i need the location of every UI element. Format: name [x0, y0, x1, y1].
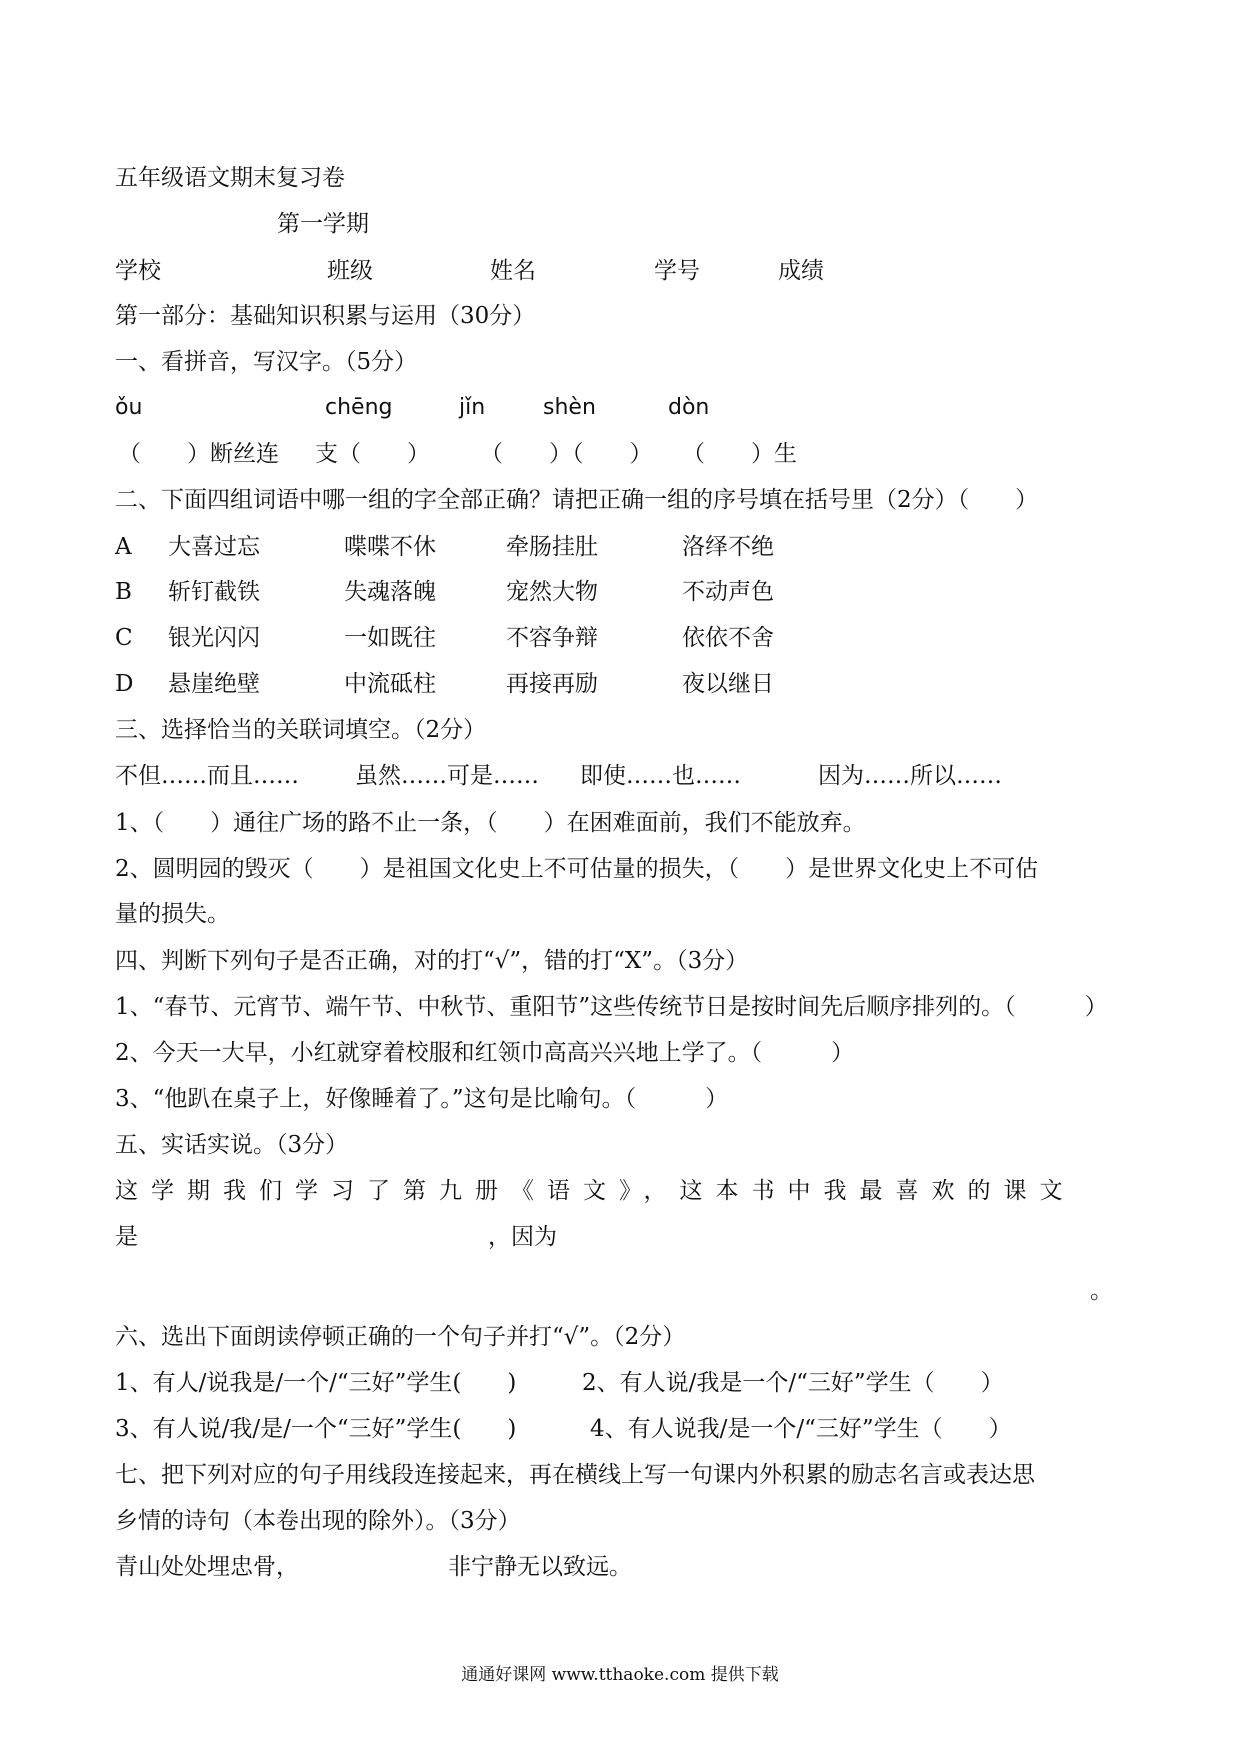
part1-heading: 第一部分：基础知识积累与运用（30分）	[115, 303, 536, 329]
q2-word: 不动声色	[682, 579, 774, 605]
q3-item-2-continued: 量的损失。	[115, 901, 230, 927]
q7-left-sentence: 青山处处埋忠骨，	[115, 1554, 299, 1580]
q3-item-1: 1、（ ）通往广场的路不止一条，（ ）在困难面前，我们不能放弃。	[115, 810, 866, 836]
q2-word: 喋喋不休	[344, 534, 436, 560]
q2-word: 洛绎不绝	[682, 534, 774, 560]
q1-blank-1[interactable]: （ ）断丝连	[118, 441, 279, 467]
q6-item-4: 4、有人说我/是一个/“三好”学生（ ）	[590, 1416, 1012, 1442]
q3-item-2: 2、圆明园的毁灭（ ）是祖国文化史上不可估量的损失，（ ）是世界文化史上不可估	[115, 856, 1039, 882]
q2-word: 依依不舍	[682, 625, 774, 651]
pinyin-2: chēng	[325, 395, 393, 420]
q2-word: 一如既往	[344, 625, 436, 651]
q6-item-3: 3、有人说/我/是/一个“三好”学生( )	[115, 1416, 517, 1442]
q2-row-label: B	[115, 579, 132, 605]
q3-heading: 三、选择恰当的关联词填空。（2分）	[115, 717, 487, 743]
pinyin-3: jǐn	[459, 395, 486, 420]
score-label: 成绩	[778, 258, 824, 284]
q2-row-label: C	[115, 625, 133, 651]
footer-source-note: 通通好课网 www.tthaoke.com 提供下载	[461, 1665, 779, 1685]
q2-word: 失魂落魄	[344, 579, 436, 605]
q2-heading: 二、下面四组词语中哪一组的字全部正确？请把正确一组的序号填在括号里（2分）（ ）	[115, 487, 1039, 513]
q1-blank-2[interactable]: 支（ ）	[315, 441, 430, 467]
q7-heading-continued: 乡情的诗句（本卷出现的除外）。（3分）	[115, 1508, 521, 1534]
q4-item-2: 2、今天一大早，小红就穿着校服和红领巾高高兴兴地上学了。（ ）	[115, 1040, 855, 1066]
school-label: 学校	[115, 258, 161, 284]
name-label: 姓名	[490, 258, 536, 284]
pinyin-5: dòn	[668, 395, 710, 420]
q5-end-mark: 。	[1090, 1278, 1113, 1304]
class-label: 班级	[327, 258, 373, 284]
q2-word: 悬崖绝壁	[168, 671, 260, 697]
q1-blank-3[interactable]: （ ）（ ）	[480, 441, 653, 467]
q2-word: 牵肠挂肚	[506, 534, 598, 560]
q7-right-sentence: 非宁静无以致远。	[448, 1554, 632, 1580]
q2-row-label: D	[115, 671, 134, 697]
q2-word: 斩钉截铁	[168, 579, 260, 605]
q2-row-label: A	[115, 534, 132, 560]
q5-line-2-start: 是	[115, 1224, 138, 1250]
q2-word: 宠然大物	[506, 579, 598, 605]
q2-word: 夜以继日	[682, 671, 774, 697]
q4-heading: 四、判断下列句子是否正确，对的打“√”，错的打“X”。（3分）	[115, 948, 749, 974]
pinyin-1: ǒu	[115, 395, 143, 420]
q4-item-3: 3、“他趴在桌子上，好像睡着了。”这句是比喻句。（ ）	[115, 1086, 729, 1112]
semester-label: 第一学期	[277, 211, 369, 237]
q3-option: 虽然……可是……	[355, 763, 539, 789]
pinyin-4: shèn	[543, 395, 596, 420]
q2-word: 银光闪闪	[168, 625, 260, 651]
q5-heading: 五、实话实说。（3分）	[115, 1132, 349, 1158]
q2-word: 再接再励	[506, 671, 598, 697]
q3-option: 不但……而且……	[115, 763, 299, 789]
q2-word: 大喜过忘	[168, 534, 260, 560]
q4-item-1: 1、“春节、元宵节、端午节、中秋节、重阳节”这些传统节日是按时间先后顺序排列的。（ ）	[115, 994, 1108, 1020]
q3-option: 即使……也……	[580, 763, 741, 789]
exam-title: 五年级语文期末复习卷	[115, 165, 345, 191]
q7-heading: 七、把下列对应的句子用线段连接起来，再在横线上写一句课内外积累的励志名言或表达思	[115, 1462, 1035, 1488]
q5-line-1: 这学期我们学习了第九册《语文》，这本书中我最喜欢的课文	[115, 1178, 1076, 1204]
q3-option: 因为……所以……	[818, 763, 1002, 789]
student-id-label: 学号	[654, 258, 700, 284]
q6-item-2: 2、有人说/我是一个/“三好”学生（ ）	[582, 1370, 1004, 1396]
q2-word: 不容争辩	[506, 625, 598, 651]
q6-heading: 六、选出下面朗读停顿正确的一个句子并打“√”。（2分）	[115, 1324, 686, 1350]
q2-word: 中流砥柱	[344, 671, 436, 697]
q1-heading: 一、看拼音，写汉字。（5分）	[115, 349, 418, 375]
q1-blank-4[interactable]: （ ）生	[682, 441, 797, 467]
q5-line-2-because: ，因为	[488, 1224, 557, 1250]
q6-item-1: 1、有人/说我是/一个/“三好”学生( )	[115, 1370, 517, 1396]
